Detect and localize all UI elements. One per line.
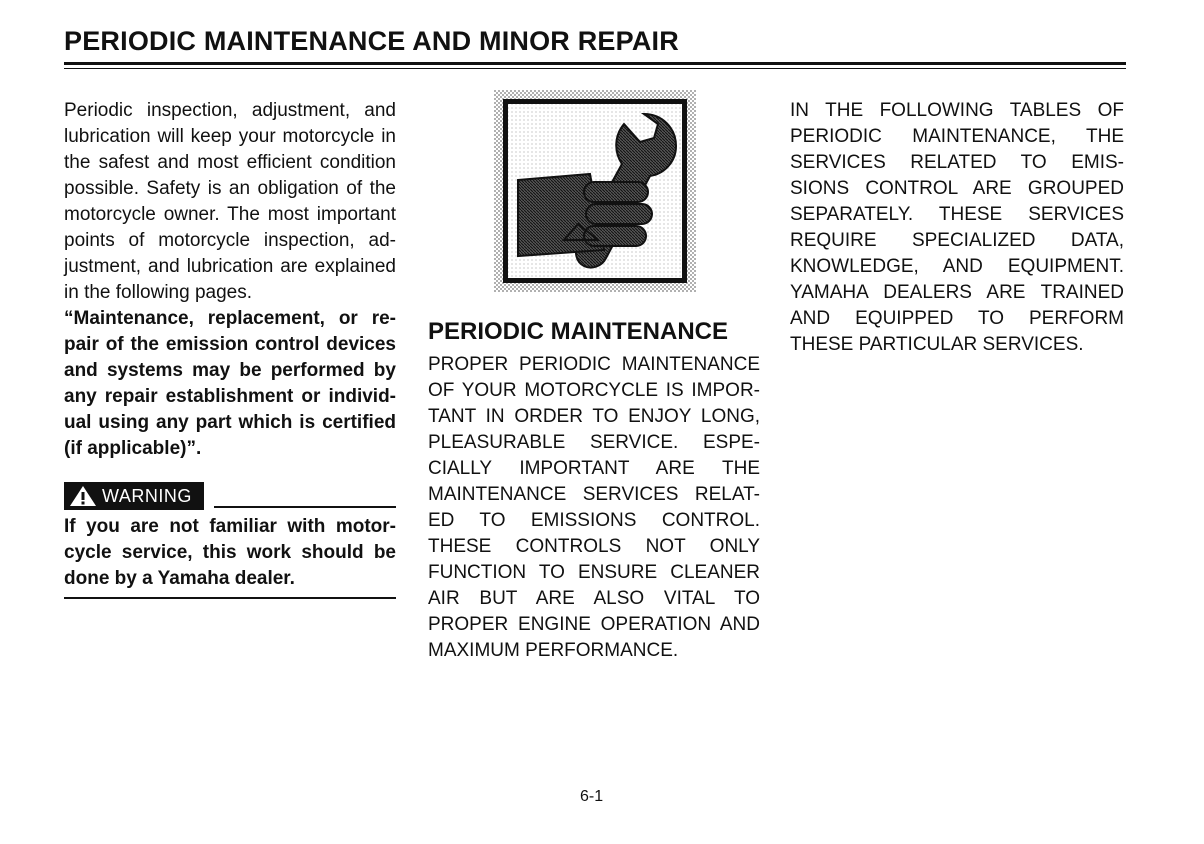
page-title: PERIODIC MAINTENANCE AND MINOR REPAIR (64, 26, 679, 56)
tables-note-line: THESE PARTICULAR SERVICES. (790, 334, 1084, 355)
periodic-line: FUNCTION TO ENSURE CLEANER (428, 562, 760, 583)
tables-note-line: YAMAHA DEALERS ARE TRAINED (790, 282, 1124, 303)
emission-notice-line: pair of the emission control devices (64, 334, 396, 355)
intro-line: Periodic inspection, adjustment, and (64, 100, 396, 121)
tables-note-column (790, 98, 1124, 358)
tables-note-line: AND EQUIPPED TO PERFORM (790, 308, 1124, 329)
intro-line: motorcycle owner. The most important (64, 204, 396, 225)
periodic-column (428, 352, 760, 664)
periodic-line: PLEASURABLE SERVICE. ESPE- (428, 432, 760, 453)
emission-notice-line: any repair establishment or individ- (64, 386, 396, 407)
tables-note-line: IN THE FOLLOWING TABLES OF (790, 100, 1124, 121)
intro-line: points of motorcycle inspection, ad- (64, 230, 396, 251)
intro-column (64, 98, 396, 462)
periodic-line: CIALLY IMPORTANT ARE THE (428, 458, 760, 479)
emission-notice-line: (if applicable)”. (64, 438, 202, 459)
periodic-line: PROPER PERIODIC MAINTENANCE (428, 354, 760, 375)
page-number: 6-1 (580, 788, 604, 805)
tables-note-line: KNOWLEDGE, AND EQUIPMENT. (790, 256, 1124, 277)
tables-note-line: REQUIRE SPECIALIZED DATA, (790, 230, 1124, 251)
periodic-line: AIR BUT ARE ALSO VITAL TO (428, 588, 760, 609)
periodic-line: MAXIMUM PERFORMANCE. (428, 640, 679, 661)
warning-line: If you are not familiar with motor- (64, 516, 396, 537)
warning-header (64, 482, 396, 510)
periodic-line: OF YOUR MOTORCYCLE IS IMPOR- (428, 380, 760, 401)
periodic-line: ED TO EMISSIONS CONTROL. (428, 510, 760, 531)
title-rule-thin (64, 68, 1126, 69)
emission-notice-line: “Maintenance, replacement, or re- (64, 308, 396, 329)
intro-line: in the following pages. (64, 282, 253, 303)
warning-line: cycle service, this work should be (64, 542, 396, 563)
warning-triangle-icon (69, 485, 97, 507)
wrench-hand-icon (494, 90, 696, 292)
title-rule-thick (64, 62, 1126, 65)
intro-line: justment, and lubrication are explained (64, 256, 396, 277)
tables-note-line: PERIODIC MAINTENANCE, THE (790, 126, 1124, 147)
tables-note-line: SERVICES RELATED TO EMIS- (790, 152, 1124, 173)
intro-line: lubrication will keep your motorcycle in (64, 126, 396, 147)
warning-text (64, 514, 396, 592)
section-heading: PERIODIC MAINTENANCE (428, 318, 729, 345)
periodic-line: TANT IN ORDER TO ENJOY LONG, (428, 406, 760, 427)
emission-notice-line: and systems may be performed by (64, 360, 396, 381)
periodic-line: MAINTENANCE SERVICES RELAT- (428, 484, 760, 505)
intro-line: the safest and most efficient condition (64, 152, 396, 173)
warning-rule (214, 506, 396, 508)
emission-notice-line: ual using any part which is certified (64, 412, 396, 433)
intro-line: possible. Safety is an obligation of the (64, 178, 396, 199)
periodic-line: PROPER ENGINE OPERATION AND (428, 614, 760, 635)
periodic-line: THESE CONTROLS NOT ONLY (428, 536, 760, 557)
tables-note-line: SEPARATELY. THESE SERVICES (790, 204, 1124, 225)
warning-line: done by a Yamaha dealer. (64, 568, 295, 589)
warning-badge (64, 482, 204, 510)
warning-label: WARNING (102, 486, 192, 506)
tables-note-line: SIONS CONTROL ARE GROUPED (790, 178, 1124, 199)
warning-bottom-rule (64, 597, 396, 599)
